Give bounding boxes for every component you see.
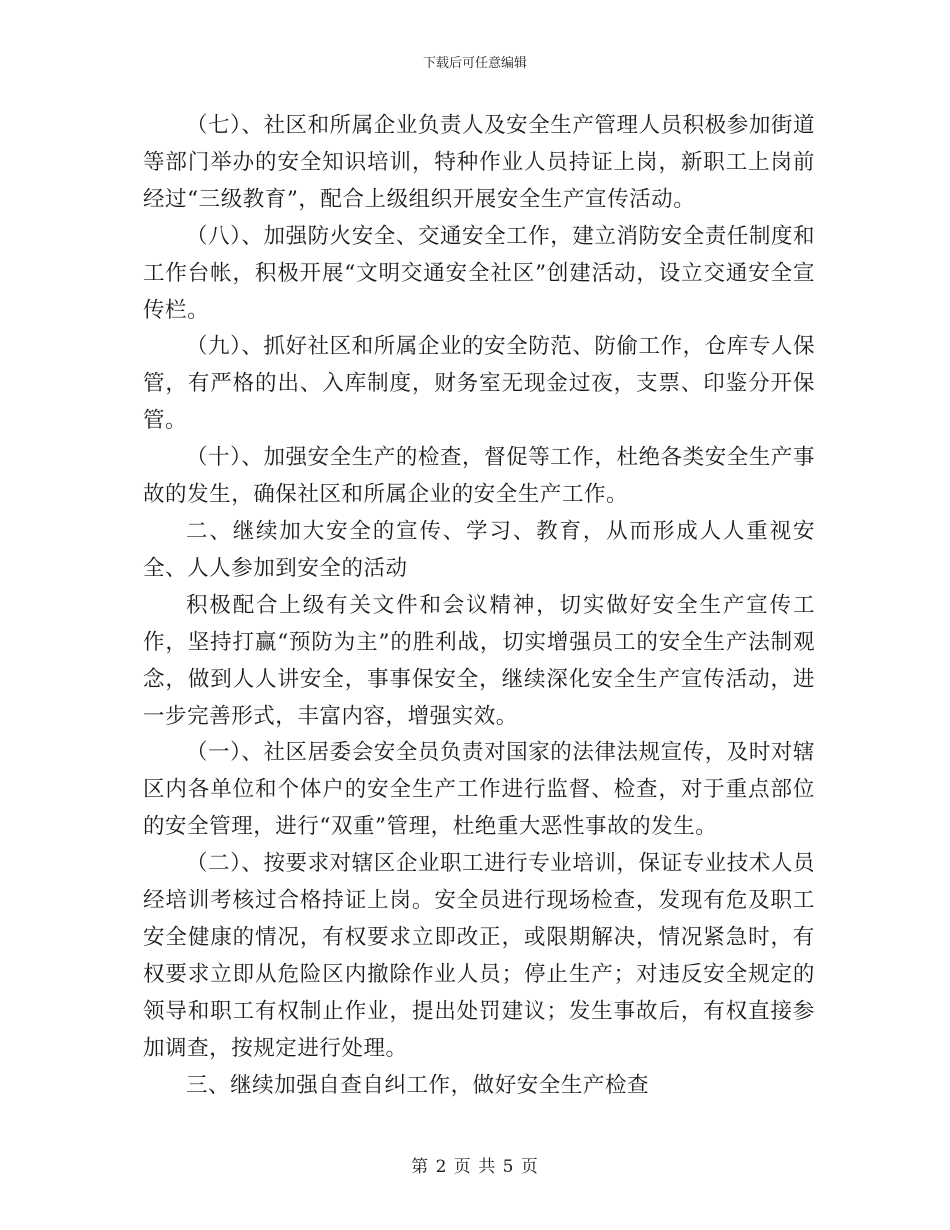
paragraph-item-9: （九）、抓好社区和所属企业的安全防范、防偷工作，仓库专人保管，有严格的出、入库制度，财务室无现金过夜，支票、印鉴分开保管。 bbox=[143, 334, 815, 434]
paragraph-item-8: （八）、加强防火安全、交通安全工作，建立消防安全责任制度和工作台帐，积极开展“文明交通安全社区”创建活动，设立交通安全宣传栏。 bbox=[143, 223, 815, 323]
document-body bbox=[143, 108, 815, 1104]
paragraph-item-7: （七）、社区和所属企业负责人及安全生产管理人员积极参加街道等部门举办的安全知识培训，特种作业人员持证上岗，新职工上岗前经过“三级教育”，配合上级组织开展安全生产宣传活动。 bbox=[143, 113, 815, 212]
paragraph-section-2-body: 积极配合上级有关文件和会议精神，切实做好安全生产宣传工作，坚持打赢“预防为主”的胜利战，切实增强员工的安全生产法制观念，做到人人讲安全，事事保安全，继续深化安全生产宣传活动，进一步完善形式，丰富内容，增强实效。 bbox=[143, 592, 815, 729]
section-heading-3: 三、继续加强自查自纠工作，做好安全生产检查 bbox=[186, 1072, 650, 1098]
page-footer: 第 2 页 共 5 页 bbox=[411, 1157, 539, 1177]
paragraph-item-2: （二）、按要求对辖区企业职工进行专业培训，保证专业技术人员经培训考核过合格持证上岗。安全员进行现场检查，发现有危及职工安全健康的情况，有权要求立即改正，或限期解决，情况紧急时，有权要求立即从危险区内撤除作业人员；停止生产；对违反安全规定的领导和职工有权制止作业，提出处罚建议；发生事故后，有权直接参加调查，按规定进行处理。 bbox=[143, 851, 815, 1061]
paragraph-item-10: （十）、加强安全生产的检查，督促等工作，杜绝各类安全生产事故的发生，确保社区和所属企业的安全生产工作。 bbox=[143, 445, 815, 508]
paragraph-item-1: （一）、社区居委会安全员负责对国家的法律法规宣传，及时对辖区内各单位和个体户的安全生产工作进行监督、检查，对于重点部位的安全管理，进行“双重”管理，杜绝重大恶性事故的发生。 bbox=[143, 740, 815, 840]
section-heading-2: 二、继续加大安全的宣传、学习、教育，从而形成人人重视安全、人人参加到安全的活动 bbox=[143, 518, 815, 581]
page-header: 下载后可任意编辑 bbox=[422, 56, 527, 71]
